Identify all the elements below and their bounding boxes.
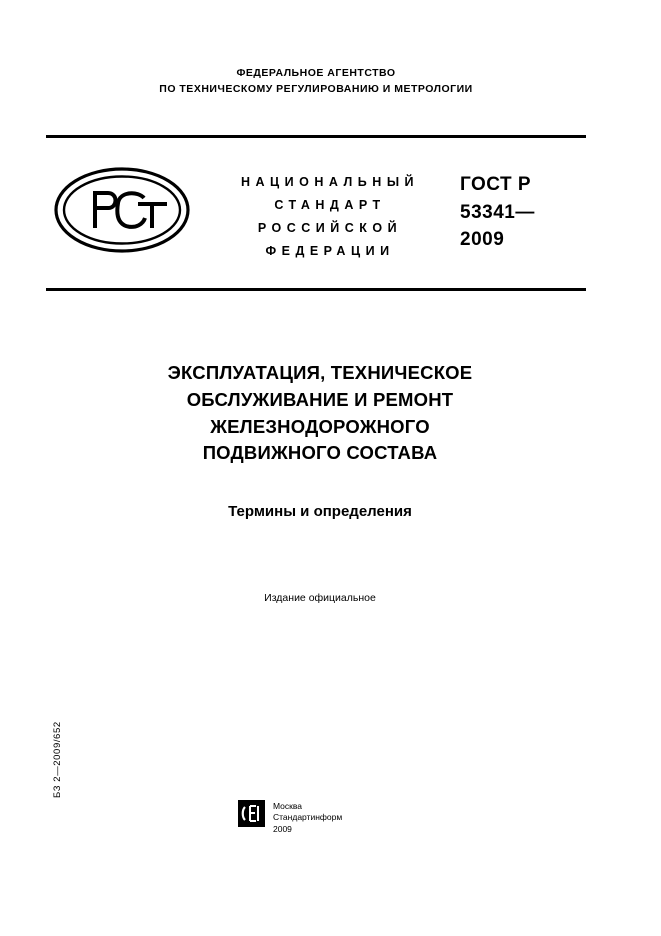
standartinform-logo-icon xyxy=(238,800,265,827)
title-line-2: ОБСЛУЖИВАНИЕ И РЕМОНТ xyxy=(186,388,454,410)
gost-prefix: ГОСТ Р xyxy=(460,174,532,195)
title-line-3: ЖЕЛЕЗНОДОРОЖНОГО xyxy=(210,415,430,437)
standard-line-2: СТАНДАРТ xyxy=(274,198,386,213)
gost-year: 2009 xyxy=(460,229,505,251)
gost-code: 53341— xyxy=(460,201,535,223)
agency-line-1: ФЕДЕРАЛЬНОЕ АГЕНТСТВО xyxy=(236,67,396,79)
side-catalog-code-text: БЗ 2—2009/652 xyxy=(52,721,63,798)
title-line-1: ЭКСПЛУАТАЦИЯ, ТЕХНИЧЕСКОЕ xyxy=(167,362,473,383)
national-standard-title xyxy=(215,171,445,264)
standard-line-3: РОССИЙСКОЙ xyxy=(257,221,403,236)
standard-line-4: ФЕДЕРАЦИИ xyxy=(265,244,395,259)
gost-designation xyxy=(460,171,620,254)
side-catalog-code xyxy=(30,570,63,798)
official-edition-note: Издание официальное xyxy=(264,592,376,604)
title-line-4: ПОДВИЖНОГО СОСТАВА xyxy=(202,442,438,464)
agency-line-2: ПО ТЕХНИЧЕСКОМУ РЕГУЛИРОВАНИЮ И МЕТРОЛОГИИ xyxy=(159,82,473,95)
gost-r-emblem-icon xyxy=(52,166,192,254)
header-divider-top xyxy=(46,135,586,138)
publisher-text xyxy=(273,800,342,835)
header-divider-bottom xyxy=(46,288,586,291)
publisher-name: Стандартинформ xyxy=(273,812,343,823)
publisher-city: Москва xyxy=(273,801,303,811)
page-title xyxy=(60,360,580,467)
standard-line-1: НАЦИОНАЛЬНЫЙ xyxy=(240,175,420,189)
publisher-block xyxy=(238,800,438,835)
publisher-year: 2009 xyxy=(273,823,292,834)
page-subtitle: Термины и определения xyxy=(228,503,412,520)
agency-header xyxy=(46,66,586,98)
